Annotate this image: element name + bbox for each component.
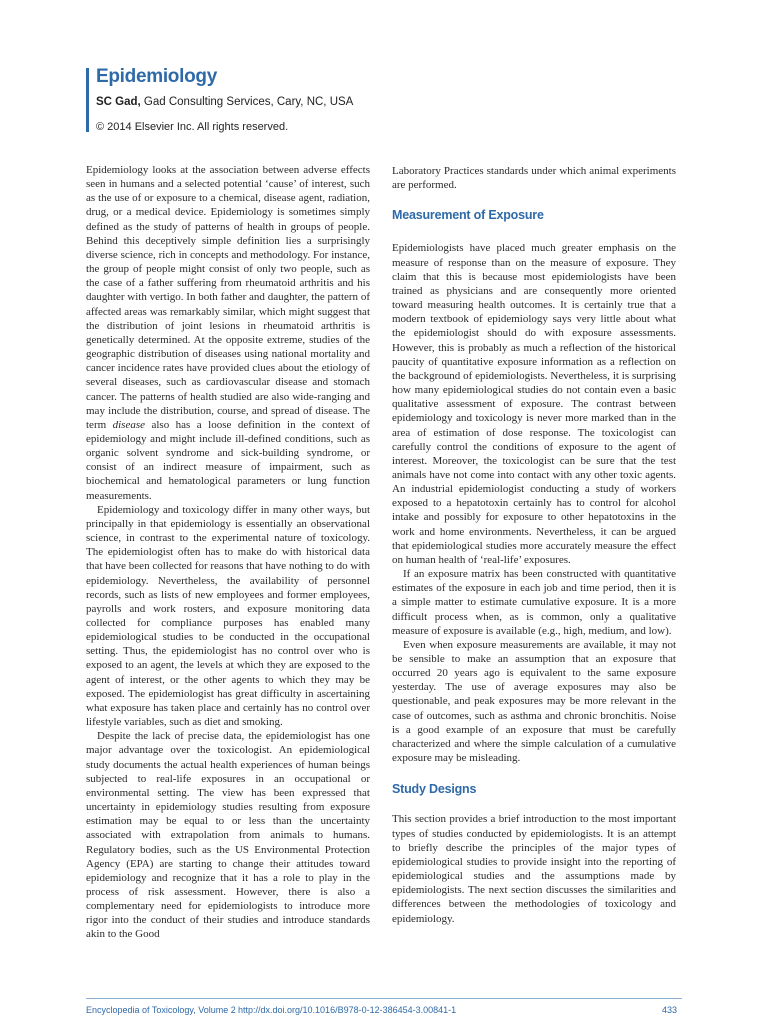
- body-paragraph-continued: Laboratory Practices standards under which animal experiments are performed.: [392, 165, 676, 192]
- author-name: SC Gad,: [96, 96, 141, 108]
- section-heading-study-designs: Study Designs: [392, 782, 477, 797]
- body-paragraph: [86, 163, 370, 503]
- paragraph-text: Epidemiology looks at the association between adverse effects seen in humans and a selected potential ‘cause’ of interest, such as the use of or exposure to a chemical, disease agent, radiation, drug, or a medical device. Epidemiology is sometimes simply defined as the study of patterns of health in groups of people. Behind this deceptively simple definition lies a surprisingly diverse science, rich in concepts and methodology. For instance, the group of people might consist of only two people, such as the case of a father suffering from rheumatoid arthritis and his daughter with vertigo. In both father and daughter, the pattern of affected areas was remarkably similar, which might suggest that the distribution of joint lesions in rheumatoid arthritis is genetically determined. At the opposite extreme, studies of the geographic distribution of diseases using national mortality and cancer incidence rates have provided clues about the etiology of several diseases, such as cardiovascular disease and stomach cancer. The patterns of health studied are also wide-ranging and may include the distribution, course, and spread of disease. The term: [86, 164, 370, 431]
- body-paragraph: Epidemiology and toxicology differ in many other ways, but principally in that epidemiology is essentially an observational science, in contrast to the experimental nature of toxicology. The epidemiologist often has to make do with historical data that have been collected for reasons that have nothing to do with epidemiology. Nevertheless, the availability of personnel records, such as lists of new employees and former employees, payrolls and work rosters, and exposure monitoring data collected for compliance purposes has enabled many epidemiological studies to be conducted in the occupational setting. Thus, the epidemiologist has no control over who is exposed to an agent, the levels at which they are exposed to the agent of interest, or the other agents to which they may be exposed. The epidemiologist has great difficulty in ascertaining what exposure has taken place and certainly has no control over lifestyle variables, such as diet and smoking.: [86, 503, 370, 729]
- left-column: [86, 163, 370, 942]
- body-paragraph: Epidemiologists have placed much greater emphasis on the measure of response than on the measure of exposure. They claim that this is because most epidemiologists have been trained as physicians and are consequently more oriented toward measuring health outcomes. It is certainly true that a modern textbook of epidemiology says very little about what the epidemiologist should do with exposure assessments. However, this is probably as much a reflection of the historical paucity of quantitative exposure information as a reflection on the background of epidemiologists. Nevertheless, it is surprising how many epidemiological studies do not contain even a basic qualitative assessment of exposure. The contrast between epidemiology and toxicology is never more marked than in the area of estimation of dose response. The toxicologist can carefully control the conditions of exposure to the agent of interest. Moreover, the toxicologist can be sure that the test animals have not come into contact with any other toxic agents. An industrial epidemiologist conducting a study of workers exposed to a hepatotoxin certainly has to control for alcohol intake and possibly for exposure to other hepatotoxins in the work and home environments. Nevertheless, it can be argued that epidemiological studies more accurately measure the effect on human health of ‘real-life’ exposures.: [392, 242, 676, 566]
- footer-divider: [86, 998, 682, 999]
- paragraph-text: also has a loose definition in the context of epidemiology and might include ill-defined conditions, such as organic solvent syndrome and sick-building syndrome, or consist of an indirect measure of impairment, such as biochemical and hematological parameters or lung function measurements.: [86, 418, 370, 502]
- article-header: [86, 66, 646, 136]
- footer-doi-link[interactable]: http://dx.doi.org/10.1016/B978-0-12-386454-3.00841-1: [238, 1005, 457, 1015]
- body-paragraph: This section provides a brief introduction to the most important types of studies conducted by epidemiologists. It is an attempt to briefly describe the principles of the major types of epidemiological studies to provide insight into the reporting of epidemiological studies and the assumptions made by epidemiologists. The next section discusses the similarities and differences between the methodologies of toxicology and epidemiology.: [392, 813, 676, 925]
- author-affiliation: Gad Consulting Services, Cary, NC, USA: [140, 96, 354, 108]
- header-accent-bar: [86, 68, 89, 132]
- copyright-notice: © 2014 Elsevier Inc. All rights reserved.: [96, 121, 289, 133]
- section-heading-measurement: Measurement of Exposure: [392, 208, 544, 223]
- page-number: 433: [662, 1005, 678, 1015]
- footer-journal-title: Encyclopedia of Toxicology, Volume 2: [86, 1005, 236, 1015]
- body-paragraph: Even when exposure measurements are available, it may not be sensible to make an assumption that an exposure that occurred 20 years ago is equivalent to the same exposure yesterday. The use of average exposures may also be questionable, and peak exposures may be more relevant in the case of outcomes, such as asthma and chronic bronchitis. Noise is a good example of an exposure that must be carefully characterized and where the simple calculation of a cumulative exposure may be misleading.: [392, 638, 676, 765]
- body-paragraph: Despite the lack of precise data, the epidemiologist has one major advantage over the toxicologist. An epidemiological study documents the actual health experiences of human beings subjected to real-life exposures in an occupational or environmental setting. The view has been expressed that uncertainty in epidemiology studies resulting from exposure estimation may be equal to or less than the uncertainty associated with extrapolation from animals to humans. Regulatory bodies, such as the US Environmental Protection Agency (EPA) are starting to change their attitudes toward epidemiology and recognize that it has a role to play in the process of risk assessment. However, there is also a complementary need for epidemiologists to introduce more rigor into the conduct of their studies and introduce standards akin to the Good: [86, 730, 370, 941]
- body-paragraph: If an exposure matrix has been constructed with quantitative estimates of the exposure in each job and time period, then it is a simple matter to estimate cumulative exposure. It is a more difficult process when, as is common, only a qualitative measure of exposure is available (e.g., high, medium, and low).: [392, 568, 676, 637]
- right-column: [392, 164, 676, 926]
- emphasized-term: disease: [112, 418, 146, 431]
- author-line: [96, 96, 353, 108]
- article-title: Epidemiology: [96, 66, 217, 87]
